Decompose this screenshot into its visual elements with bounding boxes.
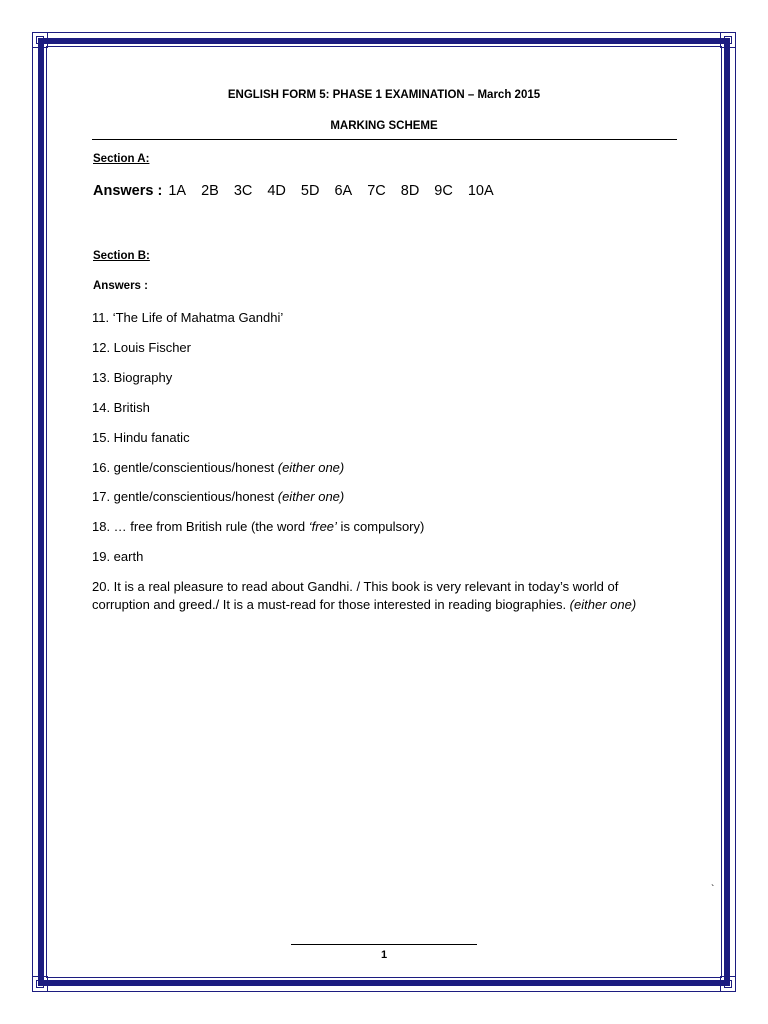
- section-a-answers: [93, 183, 494, 199]
- answer-line: 15. Hindu fanatic: [92, 430, 190, 445]
- border-corner-ornament: [720, 32, 736, 48]
- answer-item: 1A: [168, 183, 187, 199]
- document-title: ENGLISH FORM 5: PHASE 1 EXAMINATION – March 2015: [227, 89, 541, 101]
- footer-divider: [291, 944, 477, 945]
- answer-item: 3C: [233, 183, 253, 199]
- answer-line: 12. Louis Fischer: [92, 340, 191, 355]
- answer-item: 6A: [334, 183, 353, 199]
- answer-note: (either one): [277, 460, 345, 475]
- section-a-heading: Section A:: [93, 153, 150, 165]
- answer-item: 2B: [201, 183, 219, 199]
- section-b-answers-label: Answers :: [93, 280, 148, 292]
- answer-line: 18. … free from British rule (the word ‘free’ is compulsory): [92, 519, 425, 534]
- answer-line: 11. ‘The Life of Mahatma Gandhi’: [92, 310, 284, 325]
- border-corner-ornament: [32, 976, 48, 992]
- section-b-heading: Section B:: [93, 250, 150, 262]
- answer-line: 16. gentle/conscientious/honest (either one): [92, 460, 345, 475]
- stray-mark: `: [711, 884, 715, 895]
- answer-line: 20. It is a real pleasure to read about Gandhi. / This book is very relevant in today’s world of corruption and greed./ It is a must-read for those interested in reading biographies. (either one): [92, 579, 637, 612]
- document-subtitle: MARKING SCHEME: [330, 120, 438, 132]
- border-corner-ornament: [32, 32, 48, 48]
- answer-emphasis: ‘free’: [308, 519, 337, 534]
- page-number: 1: [380, 949, 388, 961]
- answer-note: (either one): [569, 597, 637, 612]
- answer-item: 10A: [467, 183, 494, 199]
- answer-item: 4D: [267, 183, 286, 199]
- answer-line: 19. earth: [92, 549, 144, 564]
- answer-line: 17. gentle/conscientious/honest (either one): [92, 489, 345, 504]
- header-divider: [92, 139, 677, 140]
- section-a-answers-label: Answers :: [93, 183, 163, 199]
- answer-note: (either one): [277, 489, 345, 504]
- answer-item: 5D: [300, 183, 320, 199]
- answer-line: 13. Biography: [92, 370, 173, 385]
- border-corner-ornament: [720, 976, 736, 992]
- answer-line: 14. British: [92, 400, 150, 415]
- answer-item: 9C: [434, 183, 453, 199]
- answer-item: 7C: [367, 183, 386, 199]
- answer-item: 8D: [400, 183, 420, 199]
